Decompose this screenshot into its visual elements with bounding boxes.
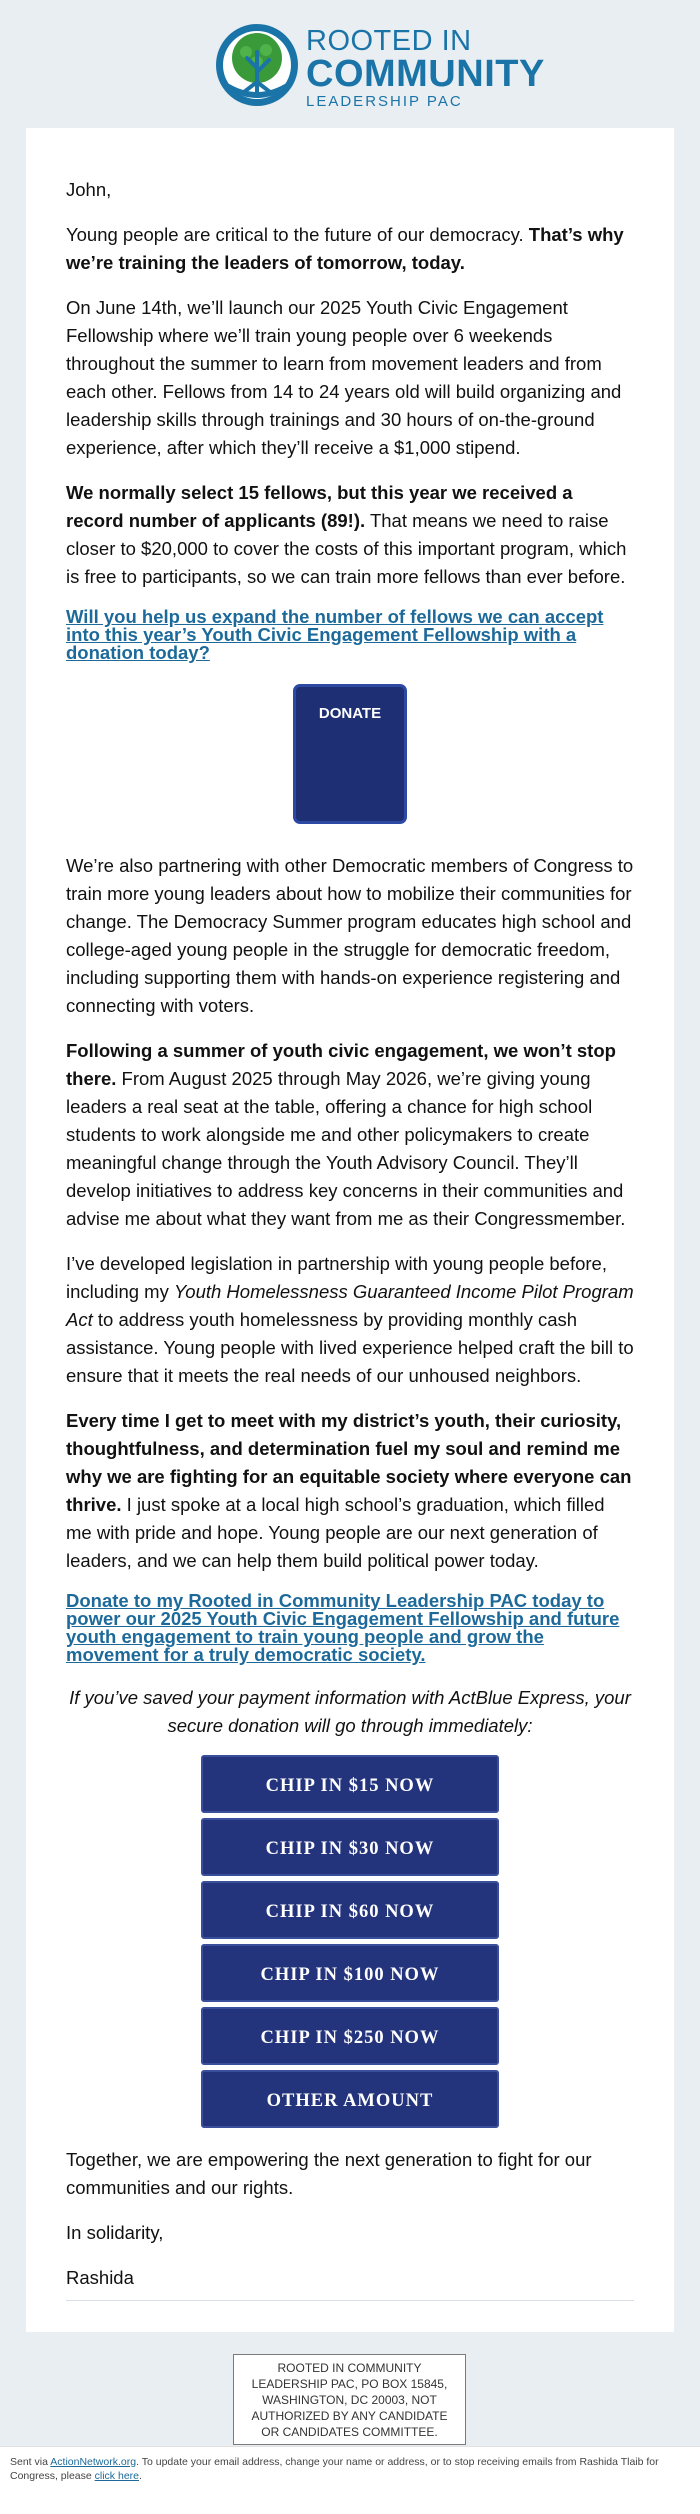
signature: Rashida [66, 2267, 134, 2288]
sent-via-prefix: Sent via [10, 2456, 51, 2468]
legislation-text-b: to address youth homelessness by providing monthly cash assistance. Young people with lived experience helped craft the bill to ensure that it meets the real needs of our unhoused neighbors. [66, 1309, 634, 1386]
actionnetwork-link[interactable]: ActionNetwork.org [50, 2456, 137, 2468]
email-body-card [26, 128, 674, 2332]
other-amount-button[interactable]: OTHER AMOUNT [201, 2070, 499, 2128]
applicants-bold: We normally select 15 fellows, but this year we received a record number of applicants (89!). [66, 482, 573, 531]
chip-in-15-button[interactable]: CHIP IN $15 NOW [201, 1755, 499, 1813]
divider [66, 2300, 634, 2301]
chip-in-100-button[interactable]: CHIP IN $100 NOW [201, 1944, 499, 2002]
chip-in-250-button[interactable]: CHIP IN $250 NOW [201, 2007, 499, 2065]
paragraph-fellowship: On June 14th, we’ll launch our 2025 Youth Civic Engagement Fellowship where we’ll train young people over 6 weekends throughout the summer to learn from movement leaders and from each other. Fellows from 14 to 24 years old will build organizing and leadership skills through trainings and 30 hours of on-the-ground experience, after which they’ll receive a $1,000 stipend. [66, 297, 622, 458]
logo-line-2: COMMUNITY [306, 53, 545, 95]
legislation-act-name: Youth Homelessness Guaranteed Income Pilot Program Act [66, 1281, 634, 1330]
intro-text: Young people are critical to the future of our democracy. [66, 224, 529, 245]
closing: In solidarity, [66, 2222, 164, 2243]
tree-logo-icon [214, 22, 300, 108]
unsubscribe-link[interactable]: click here [94, 2470, 139, 2482]
chip-in-60-button[interactable]: CHIP IN $60 NOW [201, 1881, 499, 1939]
advisory-bold: Following a summer of youth civic engagement, we won’t stop there. [66, 1040, 616, 1089]
donation-link-fellowship[interactable]: Will you help us expand the number of fellows we can accept into this year’s Youth Civic Engagement Fellowship with a donation today? [66, 606, 604, 663]
youth-bold: Every time I get to meet with my district’s youth, their curiosity, thoughtfulness, and determination fuel my soul and remind me why we are fighting for an equitable society where everyone can thrive. [66, 1410, 632, 1515]
actblue-express-note: If you’ve saved your payment information with ActBlue Express, your secure donation will go through immediately: [69, 1687, 631, 1736]
salutation: John, [66, 179, 112, 200]
donation-link-pac[interactable]: Donate to my Rooted in Community Leadership PAC today to power our 2025 Youth Civic Engagement Fellowship and future youth engagement to train young people and grow the movement for a truly democratic society. [66, 1590, 620, 1665]
legislation-text-a: I’ve developed legislation in partnership with young people before, including my [66, 1253, 607, 1302]
paragraph-applicants [66, 479, 634, 591]
logo-line-3: LEADERSHIP PAC [306, 93, 463, 110]
disclaimer-text: ROOTED IN COMMUNITY LEADERSHIP PAC, PO BOX 15845, WASHINGTON, DC 20003, NOT AUTHORIZED BY ANY CANDIDATE OR CANDIDATES COMMITTEE. [251, 2361, 448, 2439]
intro-bold: That’s why we’re training the leaders of tomorrow, today. [66, 224, 624, 273]
paragraph-intro [66, 221, 634, 277]
pac-disclaimer-box [233, 2354, 466, 2445]
sent-via-end: . [139, 2470, 142, 2482]
donate-button[interactable]: DONATE [293, 684, 407, 824]
sent-via-middle: . To update your email address, change your name or address, or to stop receiving emails from Rashida Tlaib for Congress, please [10, 2456, 659, 2482]
paragraph-legislation [66, 1250, 634, 1390]
chip-in-buttons [66, 1755, 634, 2128]
paragraph-democracy-summer: We’re also partnering with other Democratic members of Congress to train more young leaders about how to mobilize their communities for change. The Democracy Summer program educates high school and college-aged young people in the struggle for democratic freedom, including supporting them with hands-on experience registering and connecting with voters. [66, 855, 634, 1016]
paragraph-together: Together, we are empowering the next generation to fight for our communities and our rights. [66, 2149, 592, 2198]
chip-in-30-button[interactable]: CHIP IN $30 NOW [201, 1818, 499, 1876]
paragraph-advisory-council [66, 1037, 634, 1233]
advisory-text: From August 2025 through May 2026, we’re giving young leaders a real seat at the table, offering a chance for high school students to work alongside me and other policymakers to create meaningful change through the Youth Advisory Council. They’ll develop initiatives to address key concerns in their communities and advise me about what they want from me as their Congressmember. [66, 1068, 626, 1229]
email-header [0, 0, 700, 128]
sent-via-footer [0, 2446, 700, 2514]
logo-line-1: ROOTED IN [306, 25, 472, 57]
paragraph-youth [66, 1407, 634, 1575]
youth-text: I just spoke at a local high school’s graduation, which filled me with pride and hope. Young people are our next generation of leaders, and we can help them build political power today. [66, 1494, 605, 1571]
pac-logo[interactable] [214, 22, 545, 110]
applicants-text: That means we need to raise closer to $20,000 to cover the costs of this important program, which is free to participants, so we can train more fellows than ever before. [66, 510, 627, 587]
